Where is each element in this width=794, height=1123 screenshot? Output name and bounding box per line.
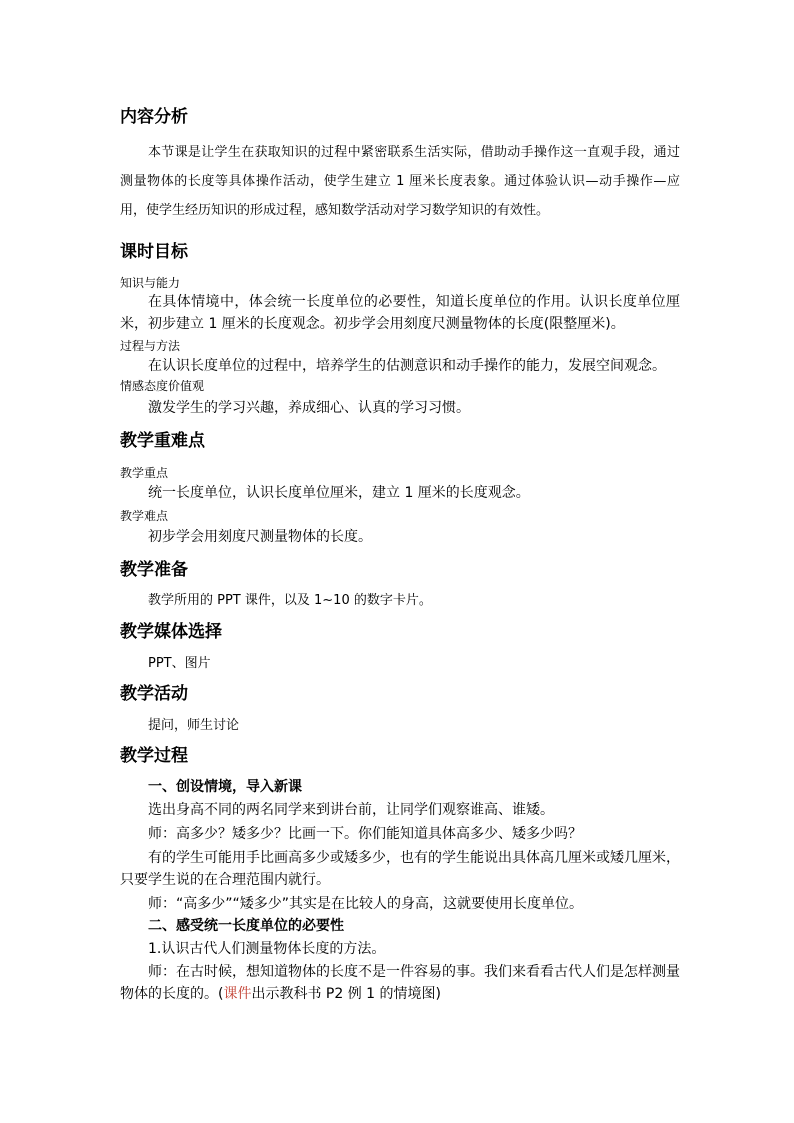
process-p6-text-c: 出示教科书 P2 例 1 的情境图) bbox=[251, 986, 441, 1002]
process-p6-text-a: 师：在古时候，想知道物体的长度不是一件容易的事。我们来看看古代人们是怎样测量物体的长度的。( bbox=[120, 964, 680, 1002]
process-p5: 1.认识古代人们测量物体长度的方法。 bbox=[148, 941, 386, 957]
emotion-label: 情感态度价值观 bbox=[120, 379, 205, 393]
process-p3: 有的学生可能用手比画高多少或矮多少，也有的学生能说出具体高几厘米或矮几厘米，只要学生说的在合理范围内就行。 bbox=[120, 850, 680, 888]
section-title-process: 教学过程 bbox=[120, 746, 188, 766]
process-p6-courseware: 课件 bbox=[223, 986, 252, 1002]
difficult-body: 初步学会用刻度尺测量物体的长度。 bbox=[148, 529, 372, 545]
section-title-key-points: 教学重难点 bbox=[120, 431, 205, 451]
media-body: PPT、图片 bbox=[148, 656, 211, 671]
section-title-objectives: 课时目标 bbox=[120, 242, 188, 262]
process-p1: 选出身高不同的两名同学来到讲台前，让同学们观察谁高、谁矮。 bbox=[148, 802, 554, 818]
knowledge-body: 在具体情境中，体会统一长度单位的必要性，知道长度单位的作用。认识长度单位厘米，初步建立 1 厘米的长度观念。初步学会用刻度尺测量物体的长度(限整厘米)。 bbox=[120, 294, 680, 332]
content-analysis-body: 本节课是让学生在获取知识的过程中紧密联系生活实际，借助动手操作这一直观手段，通过测量物体的长度等具体操作活动，使学生建立 1 厘米长度表象。通过体验认识—动手操作—应用，使学生经历知识的形成过程，感知数学活动对学习数学知识的有效性。 bbox=[120, 145, 680, 218]
preparation-body: 教学所用的 PPT 课件，以及 1~10 的数字卡片。 bbox=[148, 593, 432, 608]
emotion-body: 激发学生的学习兴趣，养成细心、认真的学习习惯。 bbox=[148, 400, 470, 416]
key-label: 教学重点 bbox=[120, 466, 169, 480]
process-p6 bbox=[120, 961, 680, 1005]
section-title-content-analysis: 内容分析 bbox=[120, 107, 188, 127]
activity-body: 提问，师生讨论 bbox=[148, 718, 240, 733]
knowledge-label: 知识与能力 bbox=[120, 276, 181, 290]
section-title-media: 教学媒体选择 bbox=[120, 622, 222, 642]
section-title-preparation: 教学准备 bbox=[120, 560, 188, 580]
process-body: 在认识长度单位的过程中，培养学生的估测意识和动手操作的能力，发展空间观念。 bbox=[148, 358, 666, 374]
part1-heading: 一、创设情境，导入新课 bbox=[148, 779, 302, 795]
key-body: 统一长度单位，认识长度单位厘米，建立 1 厘米的长度观念。 bbox=[148, 485, 530, 501]
part2-heading: 二、感受统一长度单位的必要性 bbox=[148, 918, 344, 934]
process-p2: 师：高多少？矮多少？比画一下。你们能知道具体高多少、矮多少吗？ bbox=[148, 826, 582, 842]
difficult-label: 教学难点 bbox=[120, 509, 169, 523]
section-title-activity: 教学活动 bbox=[120, 684, 188, 704]
process-label: 过程与方法 bbox=[120, 339, 181, 353]
process-p4: 师：“高多少”“矮多少”其实是在比较人的身高，这就要使用长度单位。 bbox=[148, 896, 584, 912]
